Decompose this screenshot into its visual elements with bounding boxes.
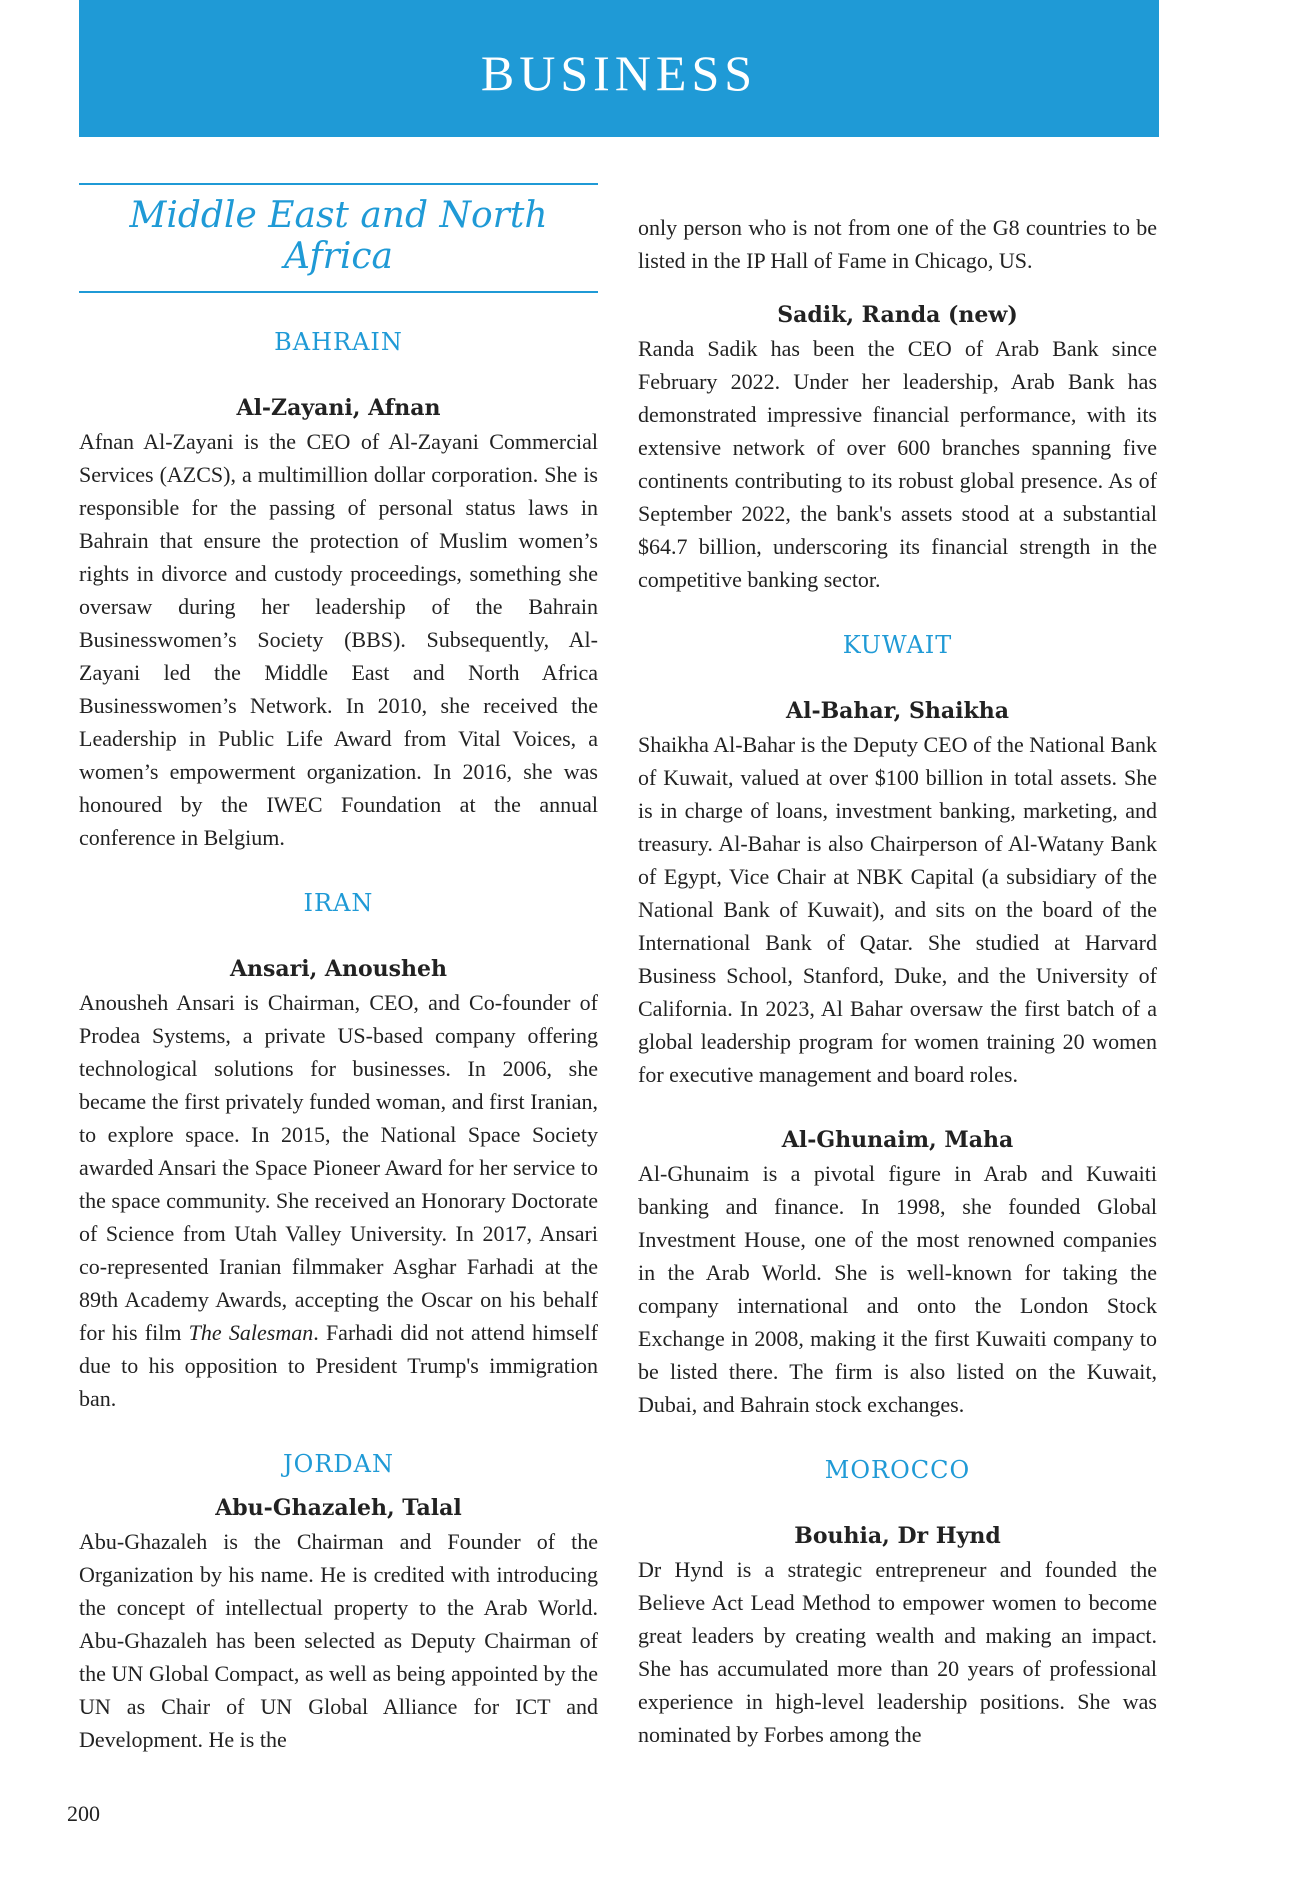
section-title: BUSINESS <box>480 44 758 101</box>
profile-name: Bouhia, Dr Hynd <box>794 1523 1001 1549</box>
country-heading-iran: IRAN <box>303 889 374 917</box>
region-title: Middle East and North Africa <box>129 195 548 277</box>
profile-name: Ansari, Anousheh <box>229 956 448 982</box>
right-column <box>638 137 1157 1751</box>
profile-text: Dr Hynd is a strategic entrepreneur and founded the Believe Act Lead Method to empower women to become great leaders by creating wealth and making an impact. She has accumulated more than 20 years of professional experience in high-level leadership positions. She was nominated by Forbes among the <box>638 1557 1157 1747</box>
profile-text-part: . Farhadi did not attend himself due to his opposition to President Trump's immigration ban. <box>79 1320 599 1411</box>
country-heading-jordan: JORDAN <box>283 1450 394 1478</box>
profile-text <box>79 986 598 1415</box>
region-heading <box>79 183 598 293</box>
left-column <box>79 137 598 1756</box>
profile-name: Al-Bahar, Shaikha <box>786 698 1009 724</box>
country-heading-kuwait: KUWAIT <box>842 631 953 659</box>
page-number: 200 <box>67 1801 100 1826</box>
profile-text: Randa Sadik has been the CEO of Arab Bank since February 2022. Under her leadership, Arab Bank has demonstrated impressive financial performance, with its extensive network of over 600 branches spanning five continents contributing to its robust global presence. As of September 2022, the bank's assets stood at a substantial $64.7 billion, underscoring its financial strength in the competitive banking sector. <box>638 336 1157 592</box>
profile-text-continued: only person who is not from one of the G8 countries to be listed in the IP Hall of Fame in Chicago, US. <box>638 215 1157 273</box>
profile-name: Sadik, Randa (new) <box>777 302 1018 328</box>
country-heading-bahrain: BAHRAIN <box>274 328 403 356</box>
profile-text: Abu-Ghazaleh is the Chairman and Founder of the Organization by his name. He is credited with introducing the concept of intellectual property to the Arab World. Abu-Ghazaleh has been selected as Deputy Chairman of the UN Global Compact, as well as being appointed by the UN as Chair of UN Global Alliance for ICT and Development. He is the <box>79 1529 598 1752</box>
profile-name: Al-Zayani, Afnan <box>236 395 441 421</box>
profile-name: Abu-Ghazaleh, Talal <box>215 1495 462 1521</box>
profile-text: Afnan Al-Zayani is the CEO of Al-Zayani Commercial Services (AZCS), a multimillion dollar corporation. She is responsible for the passing of personal status laws in Bahrain that ensure the protection of Muslim women’s rights in divorce and custody proceedings, something she oversaw during her leadership of the Bahrain Businesswomen’s Society (BBS). Subsequently, Al-Zayani led the Middle East and North Africa Businesswomen’s Network. In 2010, she received the Leadership in Public Life Award from Vital Voices, a women’s empowerment organization. In 2016, she was honoured by the IWEC Foundation at the annual conference in Belgium. <box>79 429 598 850</box>
country-heading-morocco: MOROCCO <box>824 1456 971 1484</box>
profile-text: Al-Ghunaim is a pivotal figure in Arab and Kuwaiti banking and finance. In 1998, she founded Global Investment House, one of the most renowned companies in the Arab World. She is well-known for taking the company international and onto the London Stock Exchange in 2008, making it the first Kuwaiti company to be listed there. The firm is also listed on the Kuwait, Dubai, and Bahrain stock exchanges. <box>638 1161 1157 1417</box>
header-bar <box>79 0 1159 137</box>
profile-text: Shaikha Al-Bahar is the Deputy CEO of the National Bank of Kuwait, valued at over $100 billion in total assets. She is in charge of loans, investment banking, marketing, and treasury. Al-Bahar is also Chairperson of Al-Watany Bank of Egypt, Vice Chair at NBK Capital (a subsidiary of the National Bank of Kuwait), and sits on the board of the International Bank of Qatar. She studied at Harvard Business School, Stanford, Duke, and the University of California. In 2023, Al Bahar oversaw the first batch of a global leadership program for women training 20 women for executive management and board roles. <box>638 732 1157 1087</box>
film-title: The Salesman <box>188 1320 314 1345</box>
profile-name: Al-Ghunaim, Maha <box>781 1127 1014 1153</box>
profile-text-part: Anousheh Ansari is Chairman, CEO, and Co-founder of Prodea Systems, a private US-based company offering technological solutions for businesses. In 2006, she became the first privately funded woman, and first Iranian, to explore space. In 2015, the National Space Society awarded Ansari the Space Pioneer Award for her service to the space community. She received an Honorary Doctorate of Science from Utah Valley University. In 2017, Ansari co-represented Iranian filmmaker Asghar Farhadi at the 89th Academy Awards, accepting the Oscar on his behalf for his film <box>79 990 598 1345</box>
